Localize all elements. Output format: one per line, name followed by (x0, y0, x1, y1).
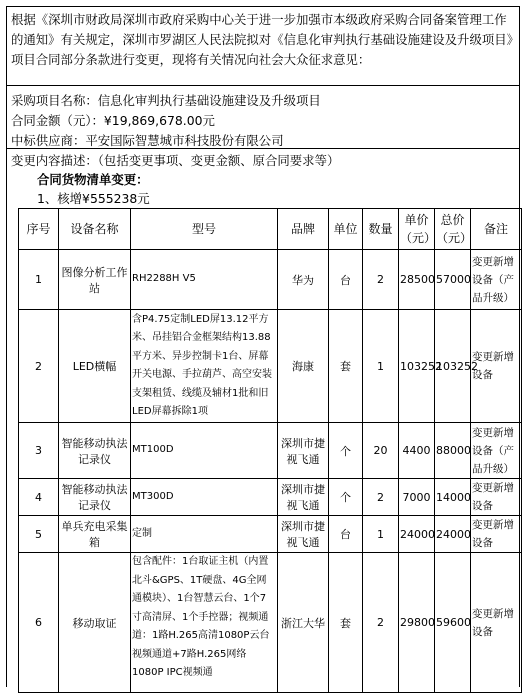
cell-name: LED横幅 (59, 310, 131, 423)
cell-price: 28500 (399, 250, 435, 310)
cell-total: 14000 (435, 479, 471, 516)
cell-unit: 台 (329, 250, 363, 310)
cell-brand: 浙江大华 (278, 553, 329, 693)
supplier: 中标供应商：平安国际智慧城市科技股份有限公司 (11, 133, 284, 148)
cell-brand: 深圳市捷视飞通 (278, 516, 329, 553)
cell-note: 变更新增设备 (471, 310, 522, 423)
cell-unit: 套 (329, 310, 363, 423)
cell-note: 变更新增设备（产品升级） (471, 423, 522, 479)
project-info (7, 86, 519, 149)
cell-qty: 2 (363, 250, 399, 310)
cell-price: 29800 (399, 553, 435, 693)
cell-total: 59600 (435, 553, 471, 693)
cell-unit: 个 (329, 479, 363, 516)
cell-qty: 1 (363, 516, 399, 553)
cell-no: 4 (19, 479, 59, 516)
header-cell: 型号 (131, 209, 278, 250)
cell-name: 移动取证 (59, 553, 131, 693)
header-cell: 设备名称 (59, 209, 131, 250)
table-row (19, 479, 522, 516)
cell-brand: 华为 (278, 250, 329, 310)
header-cell: 总价（元） (435, 209, 471, 250)
contract-amount: 合同金额（元）：¥19,869,678.00元 (11, 113, 215, 128)
table-row (19, 516, 522, 553)
cell-total: 88000 (435, 423, 471, 479)
cell-total: 24000 (435, 516, 471, 553)
cell-total: 103252 (435, 310, 471, 423)
document-frame (6, 6, 520, 687)
cell-note: 变更新增设备 (471, 553, 522, 693)
cell-no: 3 (19, 423, 59, 479)
header-cell: 单价（元） (399, 209, 435, 250)
cell-name: 图像分析工作站 (59, 250, 131, 310)
project-name: 采购项目名称：信息化审判执行基础设施建设及升级项目 (11, 93, 321, 108)
cell-note: 变更新增设备（产品升级） (471, 250, 522, 310)
cell-price: 7000 (399, 479, 435, 516)
cell-note: 变更新增设备 (471, 516, 522, 553)
header-cell: 单位 (329, 209, 363, 250)
cell-no: 5 (19, 516, 59, 553)
item-increase: 1、核增¥555238元 (37, 191, 150, 206)
table-row (19, 553, 522, 693)
cell-name: 单兵充电采集箱 (59, 516, 131, 553)
cell-qty: 20 (363, 423, 399, 479)
table-row (19, 310, 522, 423)
cell-qty: 2 (363, 479, 399, 516)
cell-unit: 个 (329, 423, 363, 479)
header-cell: 数量 (363, 209, 399, 250)
cell-price: 4400 (399, 423, 435, 479)
cell-model: MT300D (131, 479, 278, 516)
cell-model: 包含配件：1台取证主机（内置北斗&GPS、1T硬盘、4G全网通模块）、1台智慧云台、1个7寸高清屏、1个手控器；视频通道：1路H.265高清1080P云台视频通道+7路H.265网络1080P IPC视频通 (131, 553, 278, 693)
cell-name: 智能移动执法记录仪 (59, 479, 131, 516)
cell-qty: 2 (363, 553, 399, 693)
header-cell: 序号 (19, 209, 59, 250)
cell-price: 24000 (399, 516, 435, 553)
cell-note: 变更新增设备 (471, 479, 522, 516)
header-cell: 备注 (471, 209, 522, 250)
header-cell: 品牌 (278, 209, 329, 250)
intro-paragraph: 根据《深圳市财政局深圳市政府采购中心关于进一步加强市本级政府采购合同备案管理工作的通知》有关规定，深圳市罗湖区人民法院拟对《信息化审判执行基础设施建设及升级项目》项目合同部分条款进行变更，现将有关情况向社会大众征求意见： (7, 7, 519, 86)
cell-model: 定制 (131, 516, 278, 553)
cell-model: MT100D (131, 423, 278, 479)
table-row (19, 423, 522, 479)
cell-no: 1 (19, 250, 59, 310)
table-header-row (19, 209, 522, 250)
cell-unit: 套 (329, 553, 363, 693)
cell-brand: 深圳市捷视飞通 (278, 479, 329, 516)
change-section (7, 149, 519, 208)
cell-total: 57000 (435, 250, 471, 310)
cell-price: 103252 (399, 310, 435, 423)
cell-unit: 台 (329, 516, 363, 553)
cell-model: RH2288H V5 (131, 250, 278, 310)
cell-name: 智能移动执法记录仪 (59, 423, 131, 479)
cell-brand: 深圳市捷视飞通 (278, 423, 329, 479)
cell-qty: 1 (363, 310, 399, 423)
list-title: 合同货物清单变更： (37, 172, 149, 187)
cell-no: 2 (19, 310, 59, 423)
table-row (19, 250, 522, 310)
change-description: 变更内容描述：（包括变更事项、变更金额、原合同要求等） (11, 153, 340, 168)
goods-table (18, 208, 522, 693)
cell-no: 6 (19, 553, 59, 693)
cell-model: 含P4.75定制LED屏13.12平方米、吊挂铝合金框架结构13.88平方米、异步控制卡1台、屏幕开关电源、手拉葫芦、高空安装支架租赁、线缆及辅材1批和旧LED屏幕拆除1项 (131, 310, 278, 423)
cell-brand: 海康 (278, 310, 329, 423)
